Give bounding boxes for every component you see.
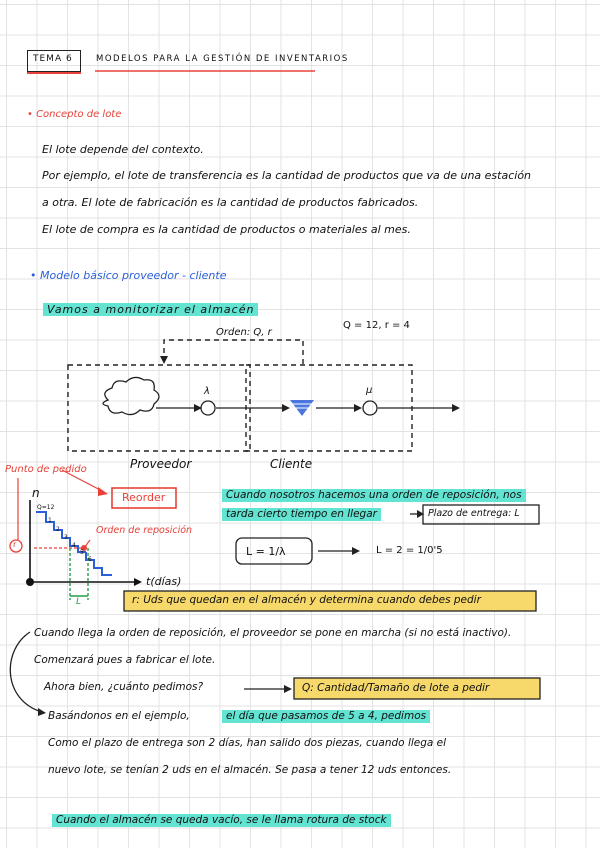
vamos-text: Vamos a monitorizar el almacén xyxy=(43,303,258,316)
para-3a: Ahora bien, ¿cuánto pedimos? xyxy=(44,681,204,693)
reorder-label: Reorder xyxy=(122,491,166,504)
para-2: Comenzará pues a fabricar el lote. xyxy=(34,654,216,666)
concepto-line-3: a otra. El lote de fabricación es la cantidad de productos fabricados. xyxy=(42,196,419,209)
y-axis-label: n xyxy=(32,486,40,500)
proveedor-label: Proveedor xyxy=(130,457,192,471)
r-note: r: Uds que quedan en el almacén y determina cuando debes pedir xyxy=(132,594,481,606)
r-circle-label: r xyxy=(13,540,17,549)
tema-label: TEMA 6 xyxy=(33,54,73,64)
modelo-heading: • Modelo básico proveedor - cliente xyxy=(30,269,227,282)
para-6: nuevo lote, se tenían 2 uds en el almacén. Se pasa a tener 12 uds entonces. xyxy=(48,764,452,776)
para-4a: Basándonos en el ejemplo, xyxy=(48,710,190,722)
note-1b: tarda cierto tiempo en llegar xyxy=(222,508,381,521)
lambda-label: λ xyxy=(204,386,210,397)
params-label: Q = 12, r = 4 xyxy=(343,320,410,331)
concepto-line-4: El lote de compra es la cantidad de productos o materiales al mes. xyxy=(42,223,411,236)
mu-label: μ xyxy=(366,385,373,396)
q12-label: Q=12 xyxy=(37,504,55,511)
para-5: Como el plazo de entrega son 2 días, han salido dos piezas, cuando llega el xyxy=(48,737,447,749)
x-axis-label: t(días) xyxy=(146,575,182,588)
para-4b: el día que pasamos de 5 a 4, pedimos xyxy=(222,710,430,723)
punto-pedido-label: Punto de pedido xyxy=(5,464,87,475)
concepto-line-2: Por ejemplo, el lote de transferencia es la cantidad de productos que va de una estación xyxy=(42,169,532,182)
para-1: Cuando llega la orden de reposición, el proveedor se pone en marcha (si no está inactivo). xyxy=(34,627,512,639)
step-label: 1 xyxy=(48,517,52,524)
step-label: 3 xyxy=(64,534,68,541)
step-label: 5 xyxy=(80,549,84,556)
cliente-label: Cliente xyxy=(270,457,313,471)
step-label: 2 xyxy=(56,526,60,533)
orden-label: Orden: Q, r xyxy=(216,327,272,338)
step-label: 4 xyxy=(72,542,76,549)
plazo-label: Plazo de entrega: L xyxy=(428,508,520,519)
note-1a: Cuando nosotros hacemos una orden de reposición, nos xyxy=(222,489,526,502)
para-3b: Q: Cantidad/Tamaño de lote a pedir xyxy=(302,682,490,694)
page-title: MODELOS PARA LA GESTIÓN DE INVENTARIOS xyxy=(96,54,349,64)
step-label: 6 xyxy=(88,556,92,563)
L-label: L xyxy=(76,597,82,607)
orden-reposicion-label: Orden de reposición xyxy=(96,525,193,536)
formula-left: L = 1/λ xyxy=(246,545,286,558)
concepto-heading: • Concepto de lote xyxy=(27,109,122,120)
concepto-line-1: El lote depende del contexto. xyxy=(42,143,204,156)
formula-right: L = 2 = 1/0'5 xyxy=(376,545,443,556)
final-note: Cuando el almacén se queda vacío, se le llama rotura de stock xyxy=(52,814,391,827)
